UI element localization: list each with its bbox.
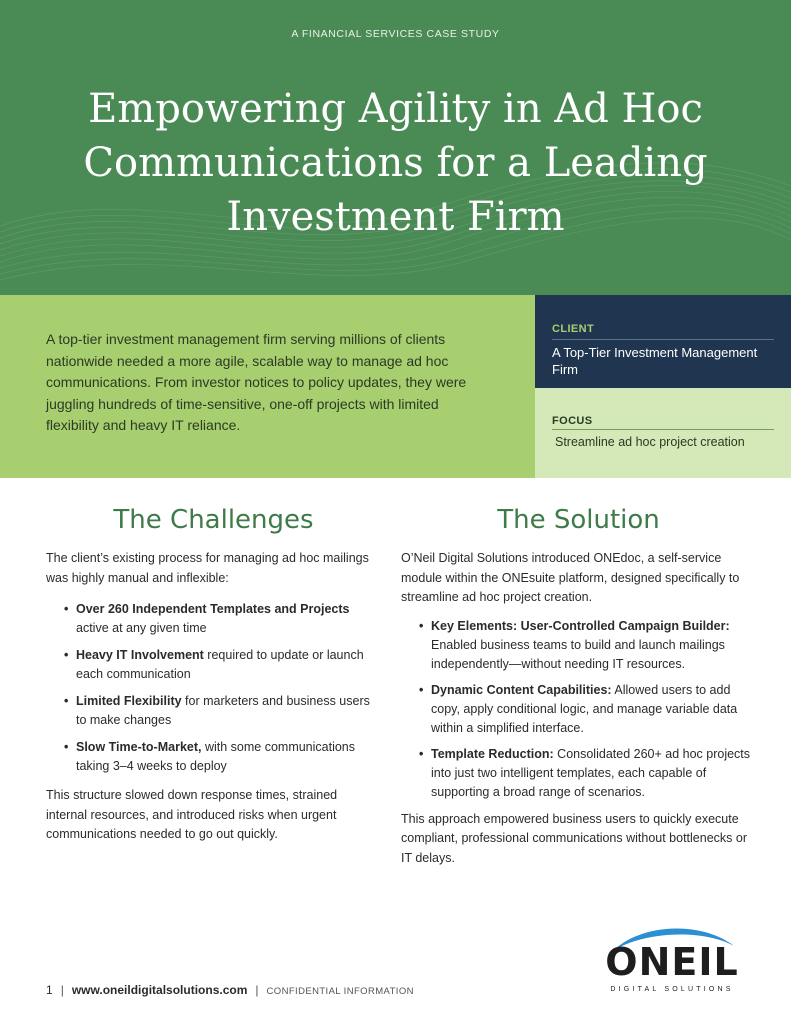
list-item-bold: Template Reduction: (431, 746, 554, 761)
list-item-bold: Slow Time-to-Market, (76, 740, 202, 754)
list-item (419, 681, 756, 738)
list-item (64, 600, 381, 638)
solution-closing: This approach empowered business users to quickly execute compliant, professional communications without bottlenecks or IT delays. (401, 811, 748, 865)
challenges-closing: This structure slowed down response times, strained internal resources, and introduced risks when urgent communications needed to go out quickly. (46, 788, 338, 841)
list-item-text: for marketers and business users to make changes (76, 694, 370, 727)
logo-tagline: DIGITAL SOLUTIONS (610, 986, 734, 993)
list-item (64, 692, 381, 730)
focus-label: FOCUS (552, 415, 593, 427)
list-item-bold: Heavy IT Involvement (76, 648, 204, 662)
solution-heading: The Solution (497, 505, 660, 535)
list-item (419, 617, 756, 674)
list-item (64, 738, 381, 776)
list-item-bold: Limited Flexibility (76, 694, 182, 708)
bullet-icon: • (64, 740, 69, 754)
list-item-text: active at any given time (76, 621, 207, 635)
hero-banner (0, 0, 791, 295)
list-item-text: with some communications taking 3–4 weeks to deploy (76, 740, 356, 773)
focus-value: Streamline ad hoc project creation (555, 435, 745, 449)
title-line-2: Communications for a Leading (83, 140, 708, 186)
solution-section (401, 505, 756, 868)
client-label: CLIENT (552, 323, 595, 335)
list-item-bold: Key Elements: User-Controlled Campaign Builder: (431, 618, 730, 633)
list-item-text: Enabled business teams to build and launch mailings independently—without needing IT resources. (431, 637, 725, 671)
challenges-section (46, 505, 381, 845)
website-link[interactable]: www.oneildigitalsolutions.com (71, 983, 248, 997)
solution-intro: O’Neil Digital Solutions introduced ONEdoc, a self-service module within the ONEsuite platform, designed specifically to streamline ad hoc project creation. (401, 551, 740, 604)
list-item-bold: Dynamic Content Capabilities: (431, 682, 612, 697)
bullet-icon: • (64, 694, 69, 708)
list-item-text: required to update or launch each communication (76, 648, 364, 681)
case-study-kicker: A FINANCIAL SERVICES CASE STUDY (291, 28, 500, 40)
list-item-text: Allowed users to add copy, apply conditional logic, and manage variable data within a simplified interface. (431, 682, 738, 735)
focus-divider (552, 429, 774, 430)
footer-divider: | (255, 983, 259, 997)
page-number: 1 (46, 983, 53, 997)
focus-box (535, 388, 791, 478)
client-box (535, 295, 791, 388)
challenges-heading: The Challenges (113, 505, 314, 535)
title-line-3: Investment Firm (226, 194, 565, 240)
challenges-intro: The client’s existing process for managing ad hoc mailings was highly manual and inflexible: (46, 551, 369, 585)
bullet-icon: • (419, 746, 424, 761)
intro-text: A top-tier investment management firm serving millions of clients nationwide needed a more agile, scalable way to manage ad hoc communications. From investor notices to policy updates, they were juggling hundreds of time-sensitive, one-off projects with limited flexibility and heavy IT reliance. (46, 331, 467, 433)
client-value: A Top-Tier Investment Management Firm (552, 345, 758, 377)
page-footer (46, 983, 414, 997)
bullet-icon: • (64, 648, 69, 662)
intro-band (0, 295, 535, 478)
title-line-1: Empowering Agility in Ad Hoc (88, 86, 703, 132)
list-item (419, 745, 756, 802)
confidential-label: CONFIDENTIAL INFORMATION (266, 986, 414, 997)
page-title (20, 82, 771, 244)
list-item-bold: Over 260 Independent Templates and Projects (76, 602, 350, 616)
logo-wordmark: ONEIL (605, 940, 739, 984)
oneil-logo (594, 920, 750, 998)
list-item-text: Consolidated 260+ ad hoc projects into just two intelligent templates, each capable of supporting a broad range of scenarios. (431, 746, 751, 799)
solution-list (401, 617, 756, 802)
footer-divider: | (60, 983, 64, 997)
bullet-icon: • (64, 602, 69, 616)
bullet-icon: • (419, 618, 424, 633)
challenges-list (46, 600, 381, 776)
bullet-icon: • (419, 682, 424, 697)
list-item (64, 646, 381, 684)
client-divider (552, 339, 774, 340)
